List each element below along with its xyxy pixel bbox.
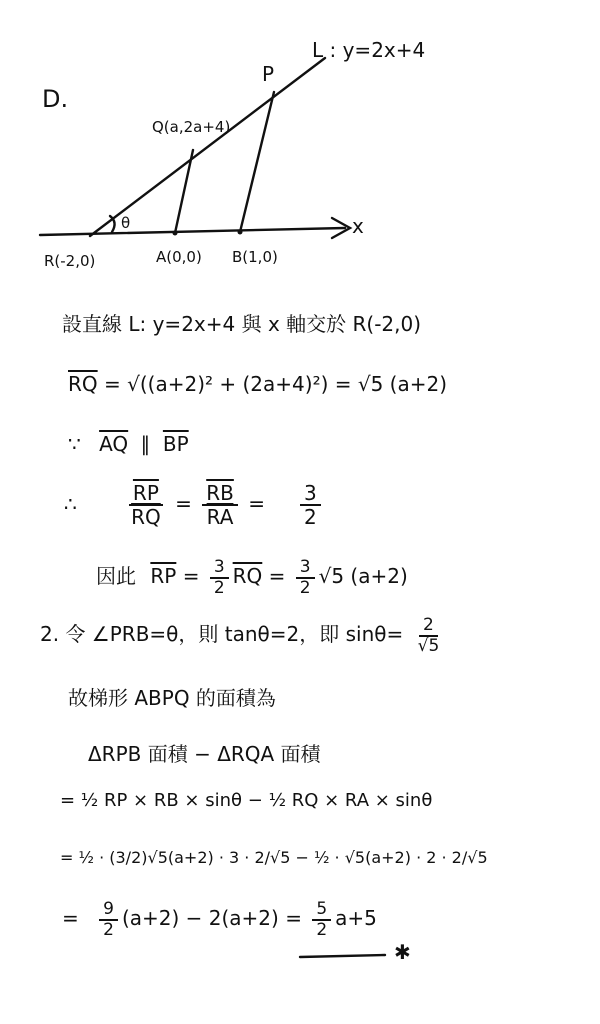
- x-axis-line: [40, 228, 345, 235]
- segment-rq-2: $\overline{RQ}$: [232, 564, 263, 589]
- equation-1: = ½ RP × RB × sinθ − ½ RQ × RA × sinθ: [60, 790, 433, 811]
- solution-line-5: 因此 $\overline{RP}$ = $\frac{3}{2}$ $\overline{RQ}$ = $\frac{3}{2}$ √5 (a+2): [96, 557, 408, 598]
- because-symbol: ∵: [68, 432, 81, 456]
- axis-x-label: x: [352, 214, 364, 238]
- end-mark: ✱: [394, 940, 411, 964]
- three-halves-2: $\frac{3}{2}$: [296, 558, 315, 597]
- ratio-three-halves: $\frac{3}{2}$: [275, 482, 345, 528]
- equation-3-middle: (a+2) − 2(a+2) =: [121, 906, 302, 931]
- line-equation-label: L : y=2x+4: [312, 38, 426, 62]
- solution-line-4: ∴ $\frac{\overline{RP}}{RQ}$ = $\frac{\overline{RB}}{RA}$ = $\frac{3}{2}$: [64, 482, 349, 528]
- ratio-rb-ra: $\frac{\overline{RB}}{RA}$: [202, 482, 238, 528]
- point-q-label: Q(a,2a+4): [152, 118, 231, 136]
- equation-2: = ½ · (3/2)√5(a+2) · 3 · 2/√5 − ½ · √5(a+2) · 2 · 2/√5: [60, 848, 488, 867]
- segment-rp: $\overline{RP}$: [150, 564, 177, 589]
- segment-bp: [240, 92, 274, 232]
- part-label: D.: [42, 85, 69, 113]
- step-2-line: [40, 616, 447, 655]
- point-b-label: B(1,0): [232, 248, 278, 266]
- area-definition: ΔRPB 面積 − ΔRQA 面積: [88, 742, 321, 766]
- answer-underline: [300, 955, 385, 957]
- point-a-dot: [173, 231, 178, 236]
- rq-length-expression: = √((a+2)² + (2a+4)²) = √5 (a+2): [104, 372, 448, 396]
- rp-value: √5 (a+2): [318, 564, 408, 589]
- segment-rq: $\overline{RQ}$: [68, 372, 98, 396]
- segment-aq-text: $\overline{AQ}$: [99, 432, 129, 456]
- angle-theta-label: θ: [121, 214, 131, 232]
- nine-halves: $\frac{9}{2}$: [99, 900, 118, 939]
- solution-line-1: 設直線 L: y=2x+4 與 x 軸交於 R(-2,0): [62, 312, 422, 336]
- parallel-symbol: ∥: [140, 432, 151, 456]
- point-p-label: P: [262, 62, 275, 86]
- segment-aq: [175, 150, 193, 233]
- point-a-label: A(0,0): [156, 248, 202, 266]
- line-l: [90, 58, 325, 236]
- sin-theta-value: $\frac{2}{√5}$: [417, 615, 440, 656]
- solution-line-3: [68, 432, 189, 456]
- hence-label: 因此: [96, 564, 136, 589]
- therefore-symbol: ∴: [64, 491, 77, 516]
- five-halves: $\frac{5}{2}$: [312, 900, 331, 939]
- segment-bp-text: $\overline{BP}$: [162, 432, 189, 456]
- equation-3: = $\frac{9}{2}$ (a+2) − 2(a+2) = $\frac{5}{2}$ a+5: [62, 899, 377, 940]
- angle-arc: [110, 216, 115, 232]
- solution-line-2: [68, 372, 447, 396]
- point-r-label: R(-2,0): [44, 252, 96, 270]
- final-answer: a+5: [335, 906, 377, 931]
- three-halves-1: $\frac{3}{2}$: [210, 558, 229, 597]
- step-2-label: 2.: [40, 622, 60, 647]
- area-title: 故梯形 ABPQ 的面積為: [68, 686, 276, 710]
- step-2-text: 令 ∠PRB=θ，則 tanθ=2，即 sinθ=: [65, 622, 404, 647]
- point-b-dot: [238, 230, 243, 235]
- ratio-rp-rq: $\frac{\overline{RP}}{RQ}$: [127, 482, 165, 528]
